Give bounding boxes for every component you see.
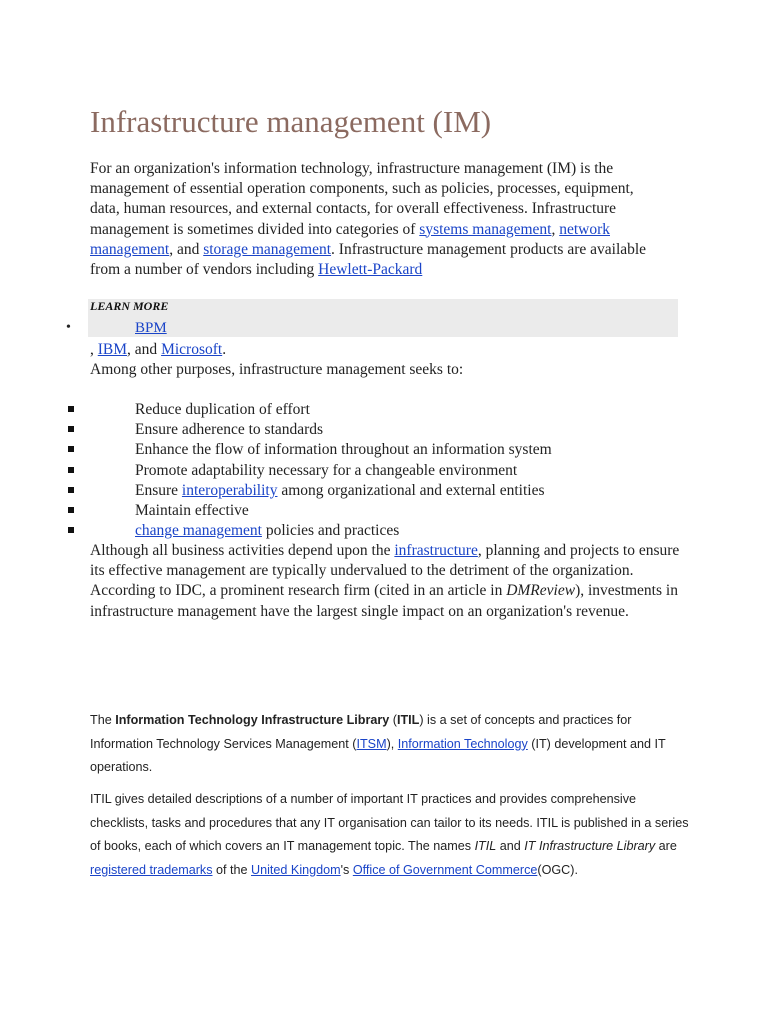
square-bullet-icon: [68, 467, 74, 473]
microsoft-link[interactable]: Microsoft: [161, 341, 223, 358]
itil-text: of the: [212, 862, 252, 877]
list-item-pre: Ensure: [135, 481, 182, 499]
page-title: Infrastructure management (IM): [90, 104, 492, 139]
tail-sep-1: ,: [90, 341, 98, 358]
tail-sep-2: , and: [127, 341, 162, 358]
systems-management-link[interactable]: systems management: [419, 220, 552, 238]
tail-end: .: [222, 341, 227, 358]
ogc-link[interactable]: Office of Government Commerce: [352, 862, 538, 877]
intro-sep-2: , and: [169, 240, 204, 258]
square-bullet-icon: [68, 507, 74, 513]
intro-text-1: For an organization's information technology, infrastructure management (IM) is the management of essential operation components, such as policies, processes, equipment, data, human resources, and external contacts, for overall effectiveness. Infrastructure management is sometimes divided into categories of: [90, 160, 634, 238]
learn-more-band: [88, 299, 678, 337]
itil-text: (: [389, 713, 397, 727]
intro-text-2: . Infrastructure management products are available from a number of vendors including: [90, 240, 647, 279]
itil-italic: ITIL: [474, 839, 497, 853]
itsm-link[interactable]: ITSM: [356, 736, 387, 751]
storage-management-link[interactable]: storage management: [203, 240, 332, 258]
dmreview-title: DMReview: [506, 582, 576, 600]
ibm-link[interactable]: IBM: [97, 341, 128, 358]
purposes-intro: Among other purposes, infrastructure management seeks to:: [90, 361, 464, 378]
itil-text: and: [496, 839, 525, 853]
registered-trademarks-link[interactable]: registered trademarks: [90, 862, 213, 877]
list-item-text: Enhance the flow of information throughout an information system: [135, 441, 552, 459]
hewlett-packard-link[interactable]: Hewlett-Packard: [318, 261, 423, 279]
closing-text-3: ), investments in infrastructure management have the largest single impact on an organization's revenue.: [90, 582, 678, 620]
square-bullet-icon: [68, 446, 74, 452]
itil-full-italic: IT Infrastructure Library: [524, 839, 656, 853]
itil-text: ),: [386, 736, 398, 751]
network-management-link[interactable]: network management: [90, 220, 610, 258]
bullet-dot: •: [66, 320, 71, 335]
closing-paragraph: [90, 541, 680, 622]
itil-paragraph-2: [90, 788, 690, 882]
list-item-text: [135, 481, 544, 501]
list-item-post: policies and practices: [261, 522, 400, 540]
list-item-text: Ensure adherence to standards: [135, 421, 324, 439]
itil-text: ITIL gives detailed descriptions of a number of important IT practices and provides comprehensive checklists, tasks and procedures that any IT organisation can tailor to its needs. ITIL is published in a series of books, each of which covers an IT management topic. The names: [90, 792, 689, 853]
itil-paragraph-1: [90, 709, 680, 780]
list-item-text: Reduce duplication of effort: [135, 401, 310, 418]
infrastructure-link[interactable]: infrastructure: [394, 542, 478, 559]
change-management-link[interactable]: change management: [135, 522, 262, 540]
intro-sep-1: ,: [551, 220, 560, 238]
intro-paragraph: [90, 159, 650, 280]
square-bullet-icon: [68, 426, 74, 432]
list-item-text: Promote adaptability necessary for a changeable environment: [135, 461, 518, 479]
itil-acronym: ITIL: [396, 713, 420, 727]
list-item-text: [135, 521, 399, 541]
itil-text: ) is a set of concepts and practices for Information Technology Services Management (: [90, 713, 632, 751]
itil-text: are: [655, 839, 677, 853]
learn-more-label: LEARN MORE: [90, 299, 169, 313]
bpm-link[interactable]: BPM: [135, 320, 167, 336]
closing-text-1: Although all business activities depend upon the: [90, 542, 395, 559]
list-item-text: Maintain effective: [135, 501, 249, 519]
list-item-post: among organizational and external entities: [277, 481, 545, 499]
united-kingdom-link[interactable]: United Kingdom: [251, 862, 341, 877]
square-bullet-icon: [68, 527, 74, 533]
information-technology-link[interactable]: Information Technology: [397, 736, 528, 751]
square-bullet-icon: [68, 487, 74, 493]
vendor-list-tail: [90, 340, 226, 360]
itil-text: 's: [340, 862, 353, 877]
closing-text-2: , planning and projects to ensure its effective management are typically undervalued to the detriment of the organization. According to IDC, a prominent research firm (cited in an article in: [90, 542, 680, 600]
square-bullet-icon: [68, 406, 74, 412]
itil-text: (IT) development and IT operations.: [90, 736, 666, 774]
itil-text: (OGC).: [537, 862, 578, 877]
itil-full-name: Information Technology Infrastructure Library: [115, 713, 390, 727]
interoperability-link[interactable]: interoperability: [181, 481, 278, 499]
itil-text: The: [90, 713, 116, 727]
